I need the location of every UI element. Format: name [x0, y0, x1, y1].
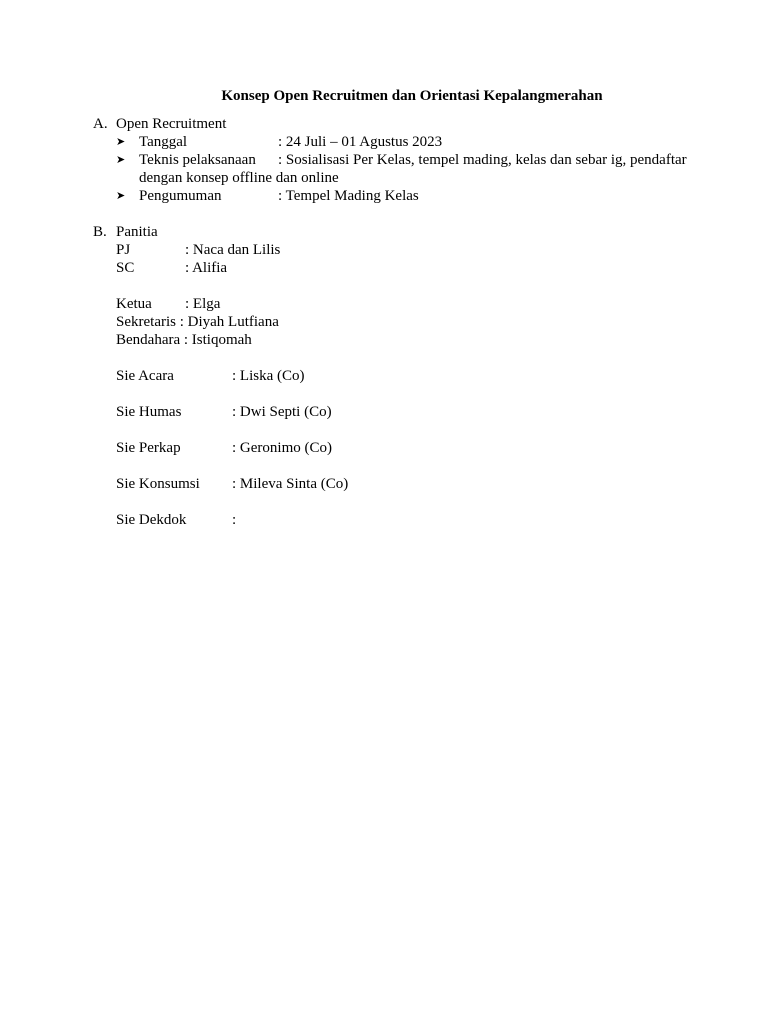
bendahara-label: Bendahara — [116, 332, 181, 348]
ketua-label: Ketua — [116, 296, 152, 312]
section-b-marker: B. — [93, 224, 107, 240]
arrow-bullet-icon: ➤ — [116, 154, 126, 166]
pj-value: : Naca dan Lilis — [185, 242, 281, 258]
pj-label: PJ — [116, 242, 131, 258]
sie-value: : Geronimo (Co) — [232, 440, 332, 456]
bendahara-row — [116, 331, 252, 349]
section-a-marker: A. — [93, 116, 108, 132]
sie-value: : — [232, 512, 237, 528]
sie-value: : Mileva Sinta (Co) — [232, 476, 349, 492]
item-continuation: dengan konsep offline dan online — [139, 170, 339, 186]
item-label: Tanggal — [139, 134, 188, 150]
sie-label: Sie Perkap — [116, 440, 181, 456]
sie-value: : Liska (Co) — [232, 368, 305, 384]
sie-value: : Dwi Septi (Co) — [232, 404, 332, 420]
sie-label: Sie Acara — [116, 368, 174, 384]
sekretaris-label: Sekretaris — [116, 314, 176, 330]
sie-label: Sie Dekdok — [116, 512, 187, 528]
sekretaris-value: : Diyah Lutfiana — [175, 314, 279, 330]
sc-label: SC — [116, 260, 135, 276]
arrow-bullet-icon: ➤ — [116, 136, 126, 148]
item-label: Pengumuman — [139, 188, 222, 204]
bendahara-value: : Istiqomah — [180, 332, 252, 348]
section-b-heading: Panitia — [116, 224, 158, 240]
arrow-bullet-icon: ➤ — [116, 190, 126, 202]
sie-label: Sie Humas — [116, 404, 182, 420]
sekretaris-row — [116, 313, 279, 331]
item-value: : 24 Juli – 01 Agustus 2023 — [278, 134, 443, 150]
sc-value: : Alifia — [185, 260, 228, 276]
document-title: Konsep Open Recruitmen dan Orientasi Kepalangmerahan — [221, 88, 603, 104]
item-value: : Sosialisasi Per Kelas, tempel mading, kelas dan sebar ig, pendaftar — [278, 152, 687, 168]
ketua-value: : Elga — [185, 296, 221, 312]
sie-label: Sie Konsumsi — [116, 476, 200, 492]
item-value: : Tempel Mading Kelas — [278, 188, 419, 204]
section-a-heading: Open Recruitment — [116, 116, 227, 132]
item-label: Teknis pelaksanaan — [139, 152, 256, 168]
